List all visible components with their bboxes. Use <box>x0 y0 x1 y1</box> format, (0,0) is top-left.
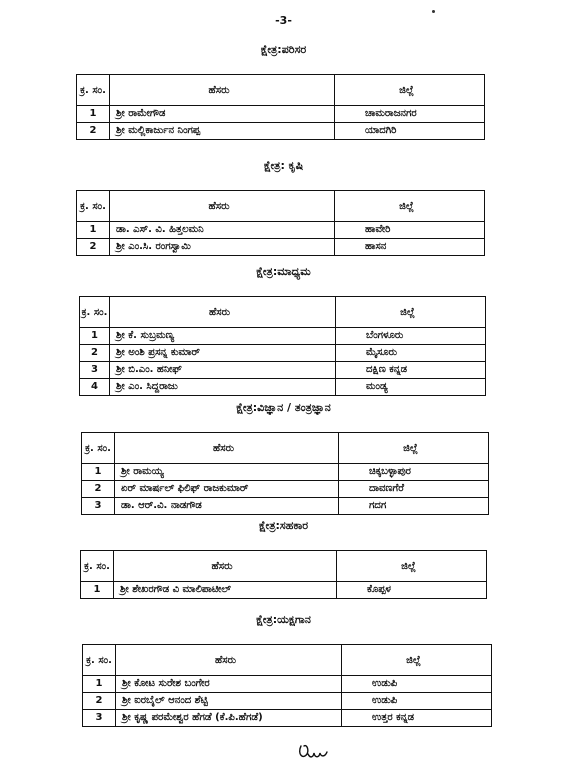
section-title: ಕ್ಷೇತ್ರ:ಯಕ್ಷಗಾನ <box>256 613 311 626</box>
district-cell: ಹಾಸನ <box>335 239 485 256</box>
name-header: ಹೆಸರು <box>110 297 336 328</box>
section <box>0 516 567 595</box>
table-row <box>80 345 486 362</box>
speck-mark <box>432 10 435 13</box>
table-row <box>77 222 485 239</box>
district-cell: ಗದಗ <box>339 498 489 515</box>
table-header-row <box>80 297 486 328</box>
table-row <box>77 106 485 123</box>
serial-cell: 2 <box>82 481 115 498</box>
district-header: ಜಿಲ್ಲೆ <box>335 191 485 222</box>
section <box>0 156 567 252</box>
serial-header: ಕ್ರ. ಸಂ. <box>82 433 115 464</box>
serial-cell: 1 <box>81 582 114 599</box>
district-cell: ದಾವಣಗೆರೆ <box>339 481 489 498</box>
district-cell: ಹಾವೇರಿ <box>335 222 485 239</box>
serial-cell: 3 <box>82 498 115 515</box>
section-title: ಕ್ಷೇತ್ರ:ಸಹಕಾರ <box>258 519 309 532</box>
awardees-table <box>81 432 489 515</box>
section <box>0 398 567 511</box>
section-title: ಕ್ಷೇತ್ರ:ಪರಿಸರ <box>260 43 307 56</box>
section-title: ಕ್ಷೇತ್ರ:ಮಾಧ್ಯಮ <box>256 265 311 278</box>
table-row <box>77 123 485 140</box>
name-cell: ಶ್ರೀ ಕೆ. ಸುಬ್ರಮಣ್ಯ <box>110 328 336 345</box>
table-row <box>83 710 492 727</box>
serial-header: ಕ್ರ. ಸಂ. <box>77 75 110 106</box>
section <box>0 262 567 392</box>
name-header: ಹೆಸರು <box>115 433 339 464</box>
table-header-row <box>77 191 485 222</box>
name-cell: ಶ್ರೀ ಮಲ್ಲಿಕಾರ್ಜುನ ನಿಂಗಪ್ಪ <box>110 123 335 140</box>
district-cell: ಉಡುಪಿ <box>342 693 492 710</box>
serial-cell: 1 <box>77 106 110 123</box>
name-cell: ಶ್ರೀ ಐರಬೈಲ್ ಆನಂದ ಶೆಟ್ಟಿ <box>116 693 342 710</box>
name-header: ಹೆಸರು <box>114 551 337 582</box>
name-header: ಹೆಸರು <box>116 645 342 676</box>
awardees-table <box>82 644 492 727</box>
district-header: ಜಿಲ್ಲೆ <box>339 433 489 464</box>
table-header-row <box>77 75 485 106</box>
name-cell: ಶ್ರೀ ಕೃಷ್ಣ ಪರಮೇಶ್ವರ ಹೆಗಡೆ (ಕೆ.ಪಿ.ಹೆಗಡೆ) <box>116 710 342 727</box>
district-cell: ಉತ್ತರ ಕನ್ನಡ <box>342 710 492 727</box>
awardees-table <box>76 190 485 256</box>
table-row <box>83 676 492 693</box>
name-cell: ಶ್ರೀ ರಾಮಯ್ಯ <box>115 464 339 481</box>
district-cell: ಬೆಂಗಳೂರು <box>336 328 486 345</box>
name-cell: ಶ್ರೀ ಅಂಶಿ ಪ್ರಸನ್ನ ಕುಮಾರ್ <box>110 345 336 362</box>
serial-cell: 2 <box>83 693 116 710</box>
district-cell: ಉಡುಪಿ <box>342 676 492 693</box>
district-cell: ಮೈಸೂರು <box>336 345 486 362</box>
section-title: ಕ್ಷೇತ್ರ:ವಿಜ್ಞಾನ / ತಂತ್ರಜ್ಞಾನ <box>236 401 331 414</box>
table-row <box>77 239 485 256</box>
serial-header: ಕ್ರ. ಸಂ. <box>77 191 110 222</box>
table-row <box>82 464 489 481</box>
name-header: ಹೆಸರು <box>110 191 335 222</box>
table-header-row <box>82 433 489 464</box>
serial-cell: 1 <box>82 464 115 481</box>
serial-cell: 2 <box>80 345 110 362</box>
table-row <box>83 693 492 710</box>
name-cell: ಶ್ರೀ ಕೋಟ ಸುರೇಶ ಬಂಗೇರ <box>116 676 342 693</box>
serial-cell: 3 <box>83 710 116 727</box>
name-cell: ಶ್ರೀ ಎಂ.ಸಿ. ರಂಗಸ್ವಾಮಿ <box>110 239 335 256</box>
district-cell: ಕೊಪ್ಪಳ <box>337 582 487 599</box>
serial-cell: 1 <box>77 222 110 239</box>
name-cell: ಶ್ರೀ ರಾಮೇಗೌಡ <box>110 106 335 123</box>
awardees-table <box>80 550 487 599</box>
serial-cell: 1 <box>80 328 110 345</box>
serial-cell: 1 <box>83 676 116 693</box>
table-header-row <box>81 551 487 582</box>
serial-header: ಕ್ರ. ಸಂ. <box>81 551 114 582</box>
serial-cell: 2 <box>77 123 110 140</box>
table-row <box>80 362 486 379</box>
name-header: ಹೆಸರು <box>110 75 335 106</box>
name-cell: ಡಾ. ಆರ್.ವಿ. ನಾಡಗೌಡ <box>115 498 339 515</box>
district-header: ಜಿಲ್ಲೆ <box>335 75 485 106</box>
district-cell: ದಕ್ಷಿಣ ಕನ್ನಡ <box>336 362 486 379</box>
district-cell: ಮಂಡ್ಯ <box>336 379 486 396</box>
district-cell: ಯಾದಗಿರಿ <box>335 123 485 140</box>
name-cell: ಶ್ರೀ ಶೇಖರಗೌಡ ವಿ ಮಾಲಿಪಾಟೀಲ್ <box>114 582 337 599</box>
district-cell: ಚಾಮರಾಜನಗರ <box>335 106 485 123</box>
section <box>0 40 567 136</box>
table-row <box>80 328 486 345</box>
section-title: ಕ್ಷೇತ್ರ: ಕೃಷಿ <box>263 159 304 172</box>
page-number: -3- <box>275 14 292 27</box>
serial-cell: 3 <box>80 362 110 379</box>
table-row <box>82 498 489 515</box>
name-cell: ಶ್ರೀ ಬಿ.ಎಂ. ಹನೀಫ್ <box>110 362 336 379</box>
table-row <box>81 582 487 599</box>
district-header: ಜಿಲ್ಲೆ <box>337 551 487 582</box>
name-cell: ಡಾ. ಎಸ್. ವಿ. ಹಿತ್ತಲಮನಿ <box>110 222 335 239</box>
serial-header: ಕ್ರ. ಸಂ. <box>83 645 116 676</box>
section <box>0 610 567 723</box>
serial-header: ಕ್ರ. ಸಂ. <box>80 297 110 328</box>
district-header: ಜಿಲ್ಲೆ <box>336 297 486 328</box>
table-row <box>82 481 489 498</box>
serial-cell: 2 <box>77 239 110 256</box>
table-header-row <box>83 645 492 676</box>
district-cell: ಚಿಕ್ಕಬಳ್ಳಾಪುರ <box>339 464 489 481</box>
serial-cell: 4 <box>80 379 110 396</box>
signature-icon <box>295 740 335 762</box>
name-cell: ಶ್ರೀ ಎಂ. ಸಿದ್ದರಾಜು <box>110 379 336 396</box>
name-cell: ಏರ್ ಮಾರ್ಷಲ್ ಫಿಲಿಫ್ ರಾಜಕುಮಾರ್ <box>115 481 339 498</box>
awardees-table <box>79 296 486 396</box>
district-header: ಜಿಲ್ಲೆ <box>342 645 492 676</box>
table-row <box>80 379 486 396</box>
awardees-table <box>76 74 485 140</box>
